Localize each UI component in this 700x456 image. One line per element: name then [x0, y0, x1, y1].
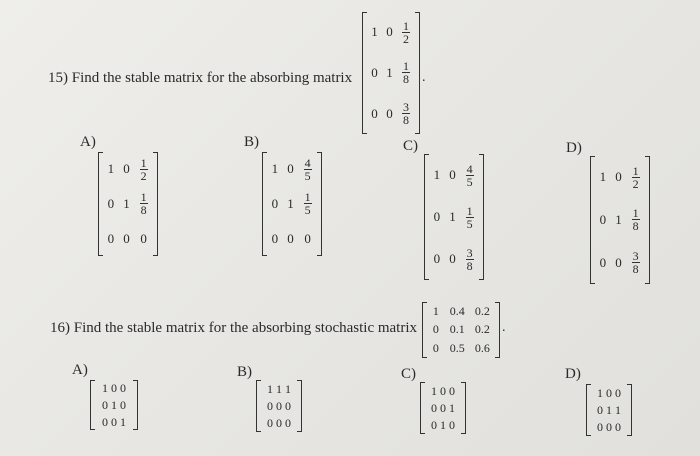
cell: 0 — [449, 167, 456, 182]
matrix-row: 1 0 0 — [597, 385, 621, 400]
denominator: 8 — [632, 219, 639, 234]
cell: 1 — [371, 24, 378, 40]
q15-option-c-matrix[interactable] — [424, 154, 484, 280]
denominator: 5 — [466, 174, 473, 189]
numerator: 4 — [466, 161, 473, 176]
denominator: 8 — [403, 113, 409, 128]
cell: 0 — [287, 230, 294, 246]
cell: 1 — [107, 161, 115, 177]
matrix-row: 0 0 0 — [267, 398, 291, 413]
matrix-row: 0 1 0 — [431, 418, 455, 433]
cell: 0 — [107, 230, 115, 246]
question-15-text: 15) Find the stable matrix for the absorbing matrix — [48, 70, 353, 86]
cell: 0 — [140, 230, 147, 246]
denominator: 8 — [140, 203, 147, 218]
q16-option-a-label[interactable]: A) — [72, 362, 88, 378]
numerator: 3 — [632, 249, 639, 264]
fraction — [304, 191, 312, 216]
fraction — [466, 205, 474, 230]
q15-option-d-label[interactable]: D) — [566, 140, 582, 156]
cell: 0 — [371, 105, 378, 121]
q16-option-a-matrix[interactable] — [90, 380, 138, 430]
denominator: 2 — [632, 176, 639, 191]
numerator: 1 — [403, 18, 409, 33]
cell: 0 — [449, 251, 456, 266]
fraction — [632, 207, 640, 232]
cell: 1 — [432, 303, 439, 318]
numerator: 1 — [403, 59, 409, 74]
cell: 0 — [371, 64, 378, 80]
fraction — [140, 191, 148, 216]
numerator: 1 — [632, 163, 639, 178]
numerator: 1 — [140, 190, 147, 205]
q15-option-a-label[interactable]: A) — [80, 134, 96, 150]
numerator: 1 — [632, 206, 639, 221]
q15-matrix — [362, 12, 420, 134]
cell: 0.6 — [474, 341, 490, 356]
fraction — [632, 165, 640, 190]
fraction — [466, 163, 474, 188]
cell: 1 — [123, 195, 130, 211]
q16-option-b-matrix[interactable] — [256, 380, 302, 432]
numerator: 3 — [466, 245, 473, 260]
denominator: 5 — [304, 203, 311, 218]
cell: 0 — [615, 169, 622, 185]
cell: 0 — [271, 195, 279, 211]
cell: 0 — [123, 230, 130, 246]
matrix-row: 0 0 0 — [267, 416, 291, 431]
q16-matrix — [422, 302, 500, 358]
question-16-text: 16) Find the stable matrix for the absorbing stochastic matrix — [50, 320, 418, 336]
cell: 0 — [615, 254, 622, 270]
denominator: 5 — [304, 168, 311, 183]
q15-option-a-matrix[interactable] — [98, 152, 158, 256]
cell: 0 — [386, 24, 393, 40]
matrix-row: 1 0 0 — [431, 383, 455, 398]
numerator: 3 — [403, 100, 409, 115]
cell: 0 — [386, 105, 393, 121]
cell: 0 — [432, 322, 439, 337]
cell: 0 — [107, 195, 115, 211]
cell: 0.5 — [449, 341, 465, 356]
cell: 1 — [433, 167, 441, 182]
cell: 1 — [449, 209, 456, 224]
matrix-row: 1 0 0 — [102, 381, 126, 396]
cell: 0 — [271, 230, 279, 246]
q15-period: . — [422, 70, 426, 85]
cell: 0 — [433, 209, 441, 224]
cell: 0 — [123, 161, 130, 177]
q15-option-b-label[interactable]: B) — [244, 134, 259, 150]
cell: 0 — [433, 251, 441, 266]
fraction — [304, 157, 312, 182]
cell: 1 — [615, 211, 622, 227]
cell: 1 — [386, 64, 393, 80]
cell: 1 — [599, 169, 607, 185]
cell: 0.4 — [449, 303, 465, 318]
matrix-row: 0 0 0 — [597, 420, 621, 435]
matrix-row: 0 0 1 — [431, 400, 455, 415]
q15-option-c-label[interactable]: C) — [403, 138, 418, 154]
cell: 1 — [271, 161, 279, 177]
fraction — [402, 60, 410, 85]
denominator: 2 — [403, 31, 409, 46]
q15-option-b-matrix[interactable] — [262, 152, 322, 256]
numerator: 1 — [304, 190, 311, 205]
denominator: 2 — [140, 168, 147, 183]
fraction — [632, 250, 640, 275]
cell: 0 — [287, 161, 294, 177]
denominator: 8 — [466, 258, 473, 273]
q15-option-d-matrix[interactable] — [590, 156, 650, 284]
cell: 0 — [599, 211, 607, 227]
denominator: 8 — [632, 262, 639, 277]
cell: 1 — [287, 195, 294, 211]
matrix-row: 0 1 1 — [597, 402, 621, 417]
cell: 0 — [599, 254, 607, 270]
denominator: 8 — [403, 72, 409, 87]
cell: 0 — [432, 341, 439, 356]
numerator: 1 — [466, 203, 473, 218]
q16-option-c-matrix[interactable] — [420, 382, 466, 434]
fraction — [140, 157, 148, 182]
q16-option-d-label[interactable]: D) — [565, 366, 581, 382]
numerator: 1 — [140, 155, 147, 170]
q16-option-c-label[interactable]: C) — [401, 366, 416, 382]
fraction — [402, 20, 410, 45]
q16-option-b-label[interactable]: B) — [237, 364, 252, 380]
matrix-row: 1 1 1 — [267, 381, 291, 396]
cell: 0.2 — [474, 303, 490, 318]
numerator: 4 — [304, 155, 311, 170]
q16-option-d-matrix[interactable] — [586, 384, 632, 436]
fraction — [466, 247, 474, 272]
q16-period: . — [502, 320, 506, 335]
cell: 0 — [304, 230, 311, 246]
matrix-row: 0 1 0 — [102, 397, 126, 412]
cell: 0.1 — [449, 322, 465, 337]
denominator: 5 — [466, 216, 473, 231]
cell: 0.2 — [474, 322, 490, 337]
matrix-row: 0 0 1 — [102, 414, 126, 429]
fraction — [402, 101, 410, 126]
